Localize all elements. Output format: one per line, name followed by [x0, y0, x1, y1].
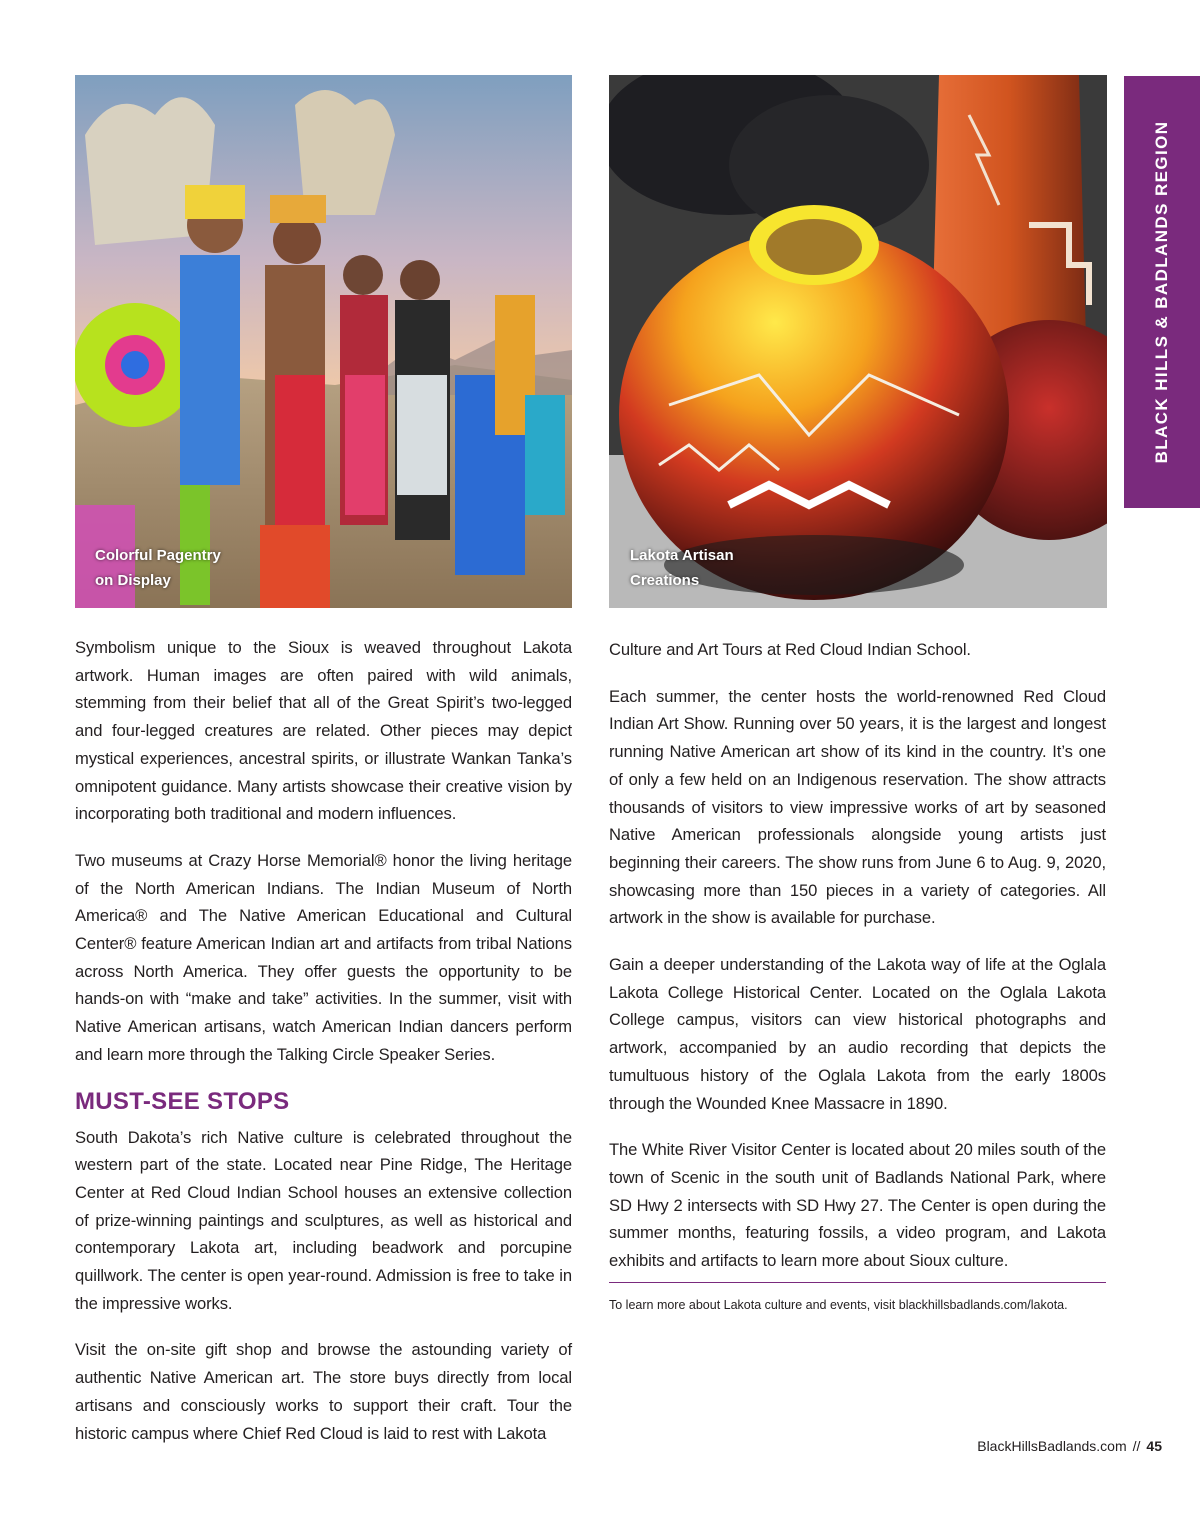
pottery-photo-illustration: [609, 75, 1107, 608]
body-paragraph: Culture and Art Tours at Red Cloud Indian School.: [609, 640, 971, 659]
right-column: [609, 636, 1106, 1294]
region-tab-label: BLACK HILLS & BADLANDS REGION: [1152, 120, 1171, 464]
photo-caption-pageantry: Colorful Pagentry on Display: [95, 547, 221, 589]
dancers-photo-illustration: [75, 75, 572, 608]
body-paragraph: Gain a deeper understanding of the Lakota way of life at the Oglala Lakota College Historical Center. Located on the Oglala Lakota College campus, visitors can view historical photographs and artwork, accompanied by an audio recording that depicts the tumultuous history of the Oglala Lakota from the early 1800s through the Wounded Knee Massacre in 1890.: [609, 955, 1106, 1113]
folio-separator: //: [1132, 1438, 1141, 1454]
body-paragraph: Symbolism unique to the Sioux is weaved throughout Lakota artwork. Human images are often paired with wild animals, stemming from their belief that all of the Great Spirit’s two-legged and four-legged creatures are related. Other pieces may depict mystical experiences, ancestral spirits, or illustrate Wankan Tanka’s omnipotent guidance. Many artists showcase their creative vision by incorporating both traditional and modern influences.: [75, 638, 572, 824]
body-paragraph: The White River Visitor Center is located about 20 miles south of the town of Scenic in the south unit of Badlands National Park, where SD Hwy 2 intersects with SD Hwy 27. The Center is open during the summer months, featuring fossils, a video program, and Lakota exhibits and artifacts to learn more about Sioux culture.: [609, 1140, 1106, 1271]
photo-dancers: [75, 75, 572, 608]
folio-site: BlackHillsBadlands.com: [977, 1438, 1127, 1454]
photo-caption-artisan: Lakota Artisan Creations: [630, 547, 734, 589]
footnote-divider: [609, 1282, 1106, 1283]
body-paragraph: South Dakota’s rich Native culture is celebrated throughout the western part of the state. Located near Pine Ridge, The Heritage Center at Red Cloud Indian School houses an extensive collection of prize-winning paintings and sculptures, as well as historical and contemporary Lakota art, including beadwork and porcupine quillwork. The center is open year-round. Admission is free to take in the impressive works.: [75, 1127, 572, 1313]
photo-pottery: [609, 75, 1107, 608]
body-paragraph: Visit the on-site gift shop and browse the astounding variety of authentic Native American art. The store buys directly from local artisans and consciously works to support their craft. Tour the historic campus where Chief Red Cloud is laid to rest with Lakota: [75, 1340, 572, 1443]
body-paragraph: Two museums at Crazy Horse Memorial® honor the living heritage of the North American Indians. The Indian Museum of North America® and The Native American Educational and Cultural Center® feature American Indian art and artifacts from tribal Nations across North America. They offer guests the opportunity to be hands-on with “make and take” activities. In the summer, visit with Native American artisans, watch American Indian dancers perform and learn more through the Talking Circle Speaker Series.: [75, 850, 572, 1064]
left-column: [75, 634, 572, 1466]
page-number: 45: [1146, 1438, 1162, 1454]
body-paragraph: Each summer, the center hosts the world-renowned Red Cloud Indian Art Show. Running over 50 years, it is the largest and longest running Native American art show of its kind in the country. It’s one of only a few held on an Indigenous reservation. The show attracts thousands of visitors to view impressive works of art by seasoned Native American professionals alongside young artists just beginning their careers. The show runs from June 6 to Aug. 9, 2020, showcasing more than 150 pieces in a variety of categories. All artwork in the show is available for purchase.: [609, 686, 1106, 928]
page-folio: [977, 1438, 1162, 1454]
section-heading: MUST-SEE STOPS: [75, 1087, 290, 1115]
region-side-tab: [1124, 76, 1200, 508]
footnote: To learn more about Lakota culture and events, visit blackhillsbadlands.com/lakota.: [609, 1298, 1068, 1312]
